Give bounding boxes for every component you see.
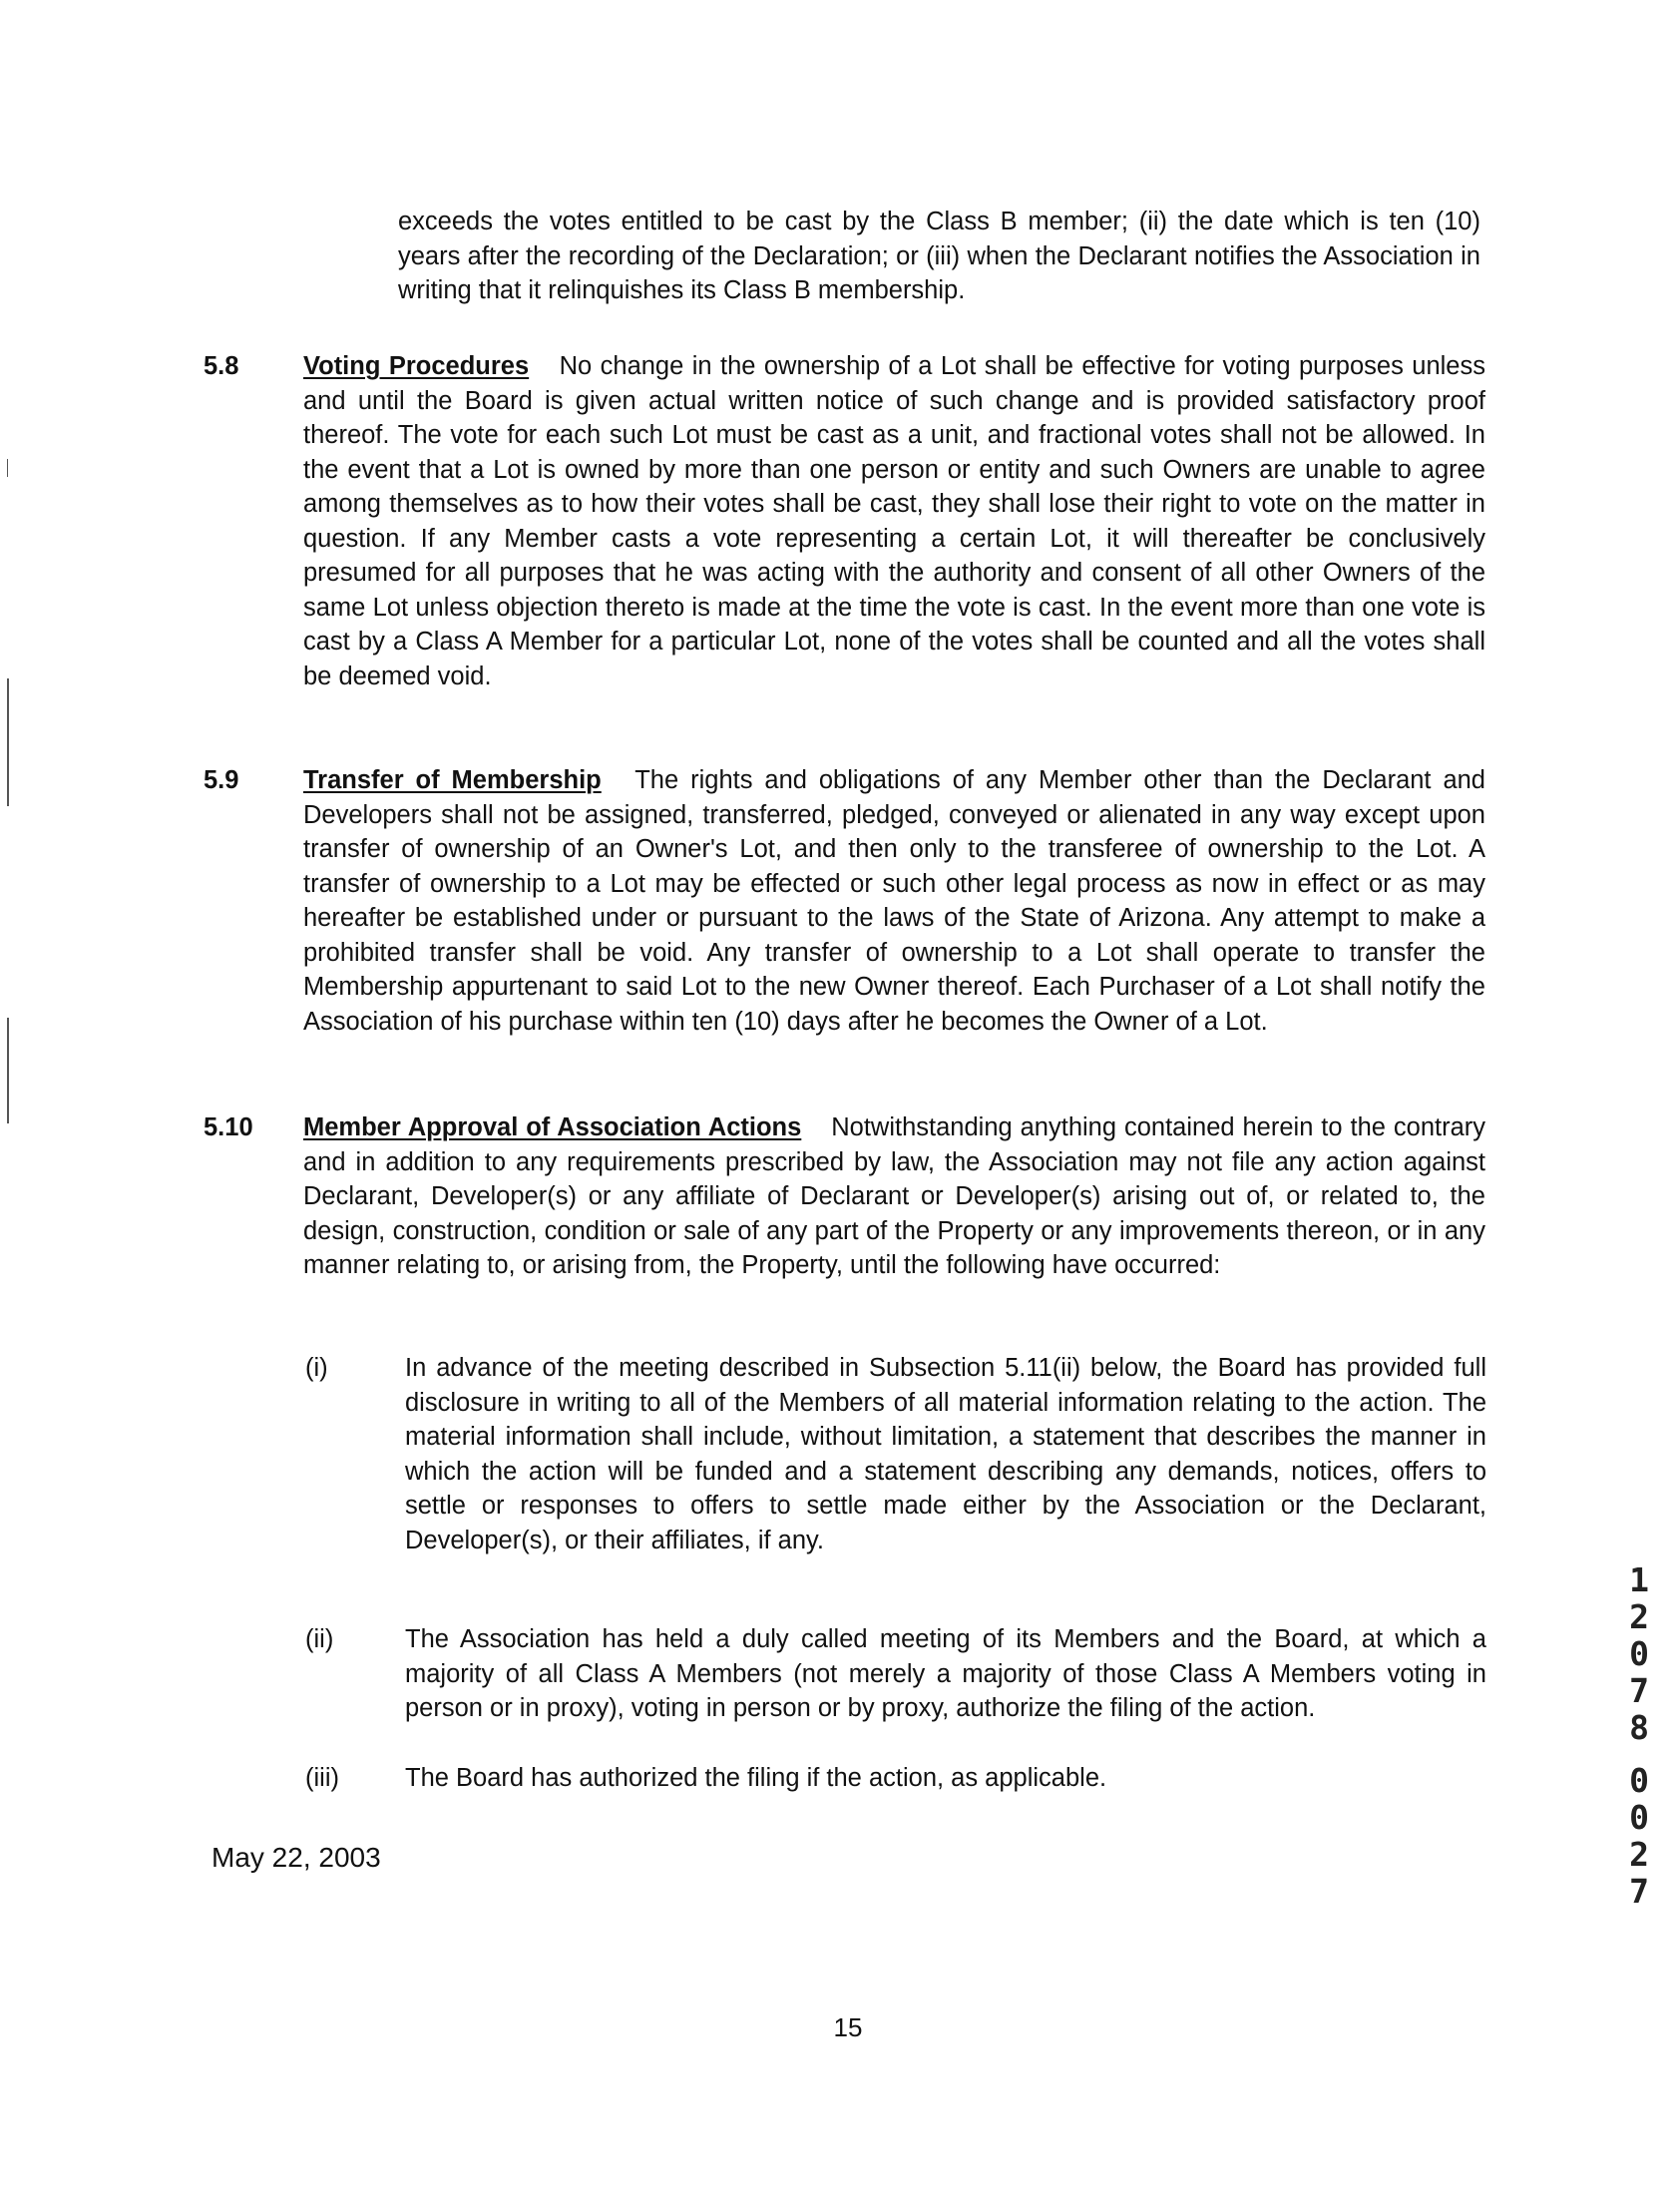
- stamp-digit: 2: [1629, 1597, 1649, 1636]
- section-text: No change in the ownership of a Lot shall be effective for voting purposes unless and until the Board is given actual written notice of such change and is provided satisfactory proof thereof. The vote for each such Lot must be cast as a unit, and fractional votes shall not be allowed. In the event that a Lot is owned by more than one person or entity and such Owners are unable to agree among themselves as to how their votes shall be cast, they shall lose their right to vote on the matter in question. If any Member casts a vote representing a certain Lot, it will thereafter be conclusively presumed for all purposes that he was acting with the authority and consent of all other Owners of the same Lot unless objection thereto is made at the time the vote is cast. In the event more than one vote is cast by a Class A Member for a particular Lot, none of the votes shall be counted and all the votes shall be deemed void.: [303, 352, 1485, 690]
- section-number: 5.9: [204, 766, 239, 794]
- section-number: 5.8: [204, 352, 239, 380]
- margin-mark: [7, 459, 8, 477]
- section-body: [303, 349, 1485, 693]
- margin-mark: [7, 678, 9, 806]
- section-number: 5.10: [204, 1113, 253, 1141]
- section-body: [303, 1110, 1485, 1283]
- subsection-label: (i): [305, 1354, 328, 1382]
- section-heading: Transfer of Membership: [303, 766, 602, 794]
- stamp-digit: 2: [1629, 1835, 1649, 1874]
- section-body: [303, 763, 1485, 1039]
- stamp-digit: 8: [1629, 1708, 1649, 1747]
- section-heading: Voting Procedures: [303, 352, 530, 380]
- stamp-digit: 0: [1629, 1634, 1649, 1673]
- stamp-digit: 0: [1629, 1761, 1649, 1800]
- stamp-digit: 7: [1629, 1872, 1649, 1911]
- subsection-text: In advance of the meeting described in Subsection 5.11(ii) below, the Board has provided full disclosure in writing to all of the Members of all material information relating to the action. The material information shall include, without limitation, a statement that describes the manner in which the action will be funded and a statement describing any demands, notices, offers to settle or responses to offers to settle made either by the Association or the Declarant, Developer(s), or their affiliates, if any.: [405, 1354, 1486, 1554]
- intro-paragraph: exceeds the votes entitled to be cast by the Class B member; (ii) the date which is ten (10) years after the recording of the Declaration; or (iii) when the Declarant notifies the Association in writing that it relinquishes its Class B membership.: [398, 208, 1480, 304]
- subsection-label: (iii): [305, 1764, 339, 1792]
- page-number: 15: [833, 2012, 863, 2042]
- subsection-label: (ii): [305, 1625, 334, 1653]
- stamp-gap: [1622, 1746, 1656, 1762]
- stamp-digit: 7: [1629, 1671, 1649, 1710]
- stamp-digit: 0: [1629, 1798, 1649, 1837]
- margin-mark: [7, 1018, 9, 1123]
- section-heading: Member Approval of Association Actions: [303, 1113, 802, 1141]
- document-date: May 22, 2003: [211, 1842, 381, 1873]
- section-text: Notwithstanding anything contained herein to the contrary and in addition to any requirements prescribed by law, the Association may not file any action against Declarant, Developer(s) or any affiliate of Declarant or Developer(s) arising out of, or related to, the design, construction, condition or sale of any part of the Property or any improvements thereon, or in any manner relating to, or arising from, the Property, until the following have occurred:: [303, 1113, 1485, 1279]
- subsection-text: The Board has authorized the filing if the action, as applicable.: [405, 1764, 1107, 1792]
- stamp-digit: 1: [1629, 1560, 1649, 1599]
- subsection-text: The Association has held a duly called meeting of its Members and the Board, at which a majority of all Class A Members (not merely a majority of those Class A Members voting in person or in proxy), voting in person or by proxy, authorize the filing of the action.: [405, 1625, 1486, 1722]
- recording-number-stamp: [1622, 1561, 1656, 1910]
- section-text: The rights and obligations of any Member other than the Declarant and Developers shall not be assigned, transferred, pledged, conveyed or alienated in any way except upon transfer of ownership of an Owner's Lot, and then only to the transferee of ownership to the Lot. A transfer of ownership to a Lot may be effected or such other legal process as now in effect or as may hereafter be established under or pursuant to the laws of the State of Arizona. Any attempt to make a prohibited transfer shall be void. Any transfer of ownership to a Lot shall operate to transfer the Membership appurtenant to said Lot to the new Owner thereof. Each Purchaser of a Lot shall notify the Association of his purchase within ten (10) days after he becomes the Owner of a Lot.: [303, 766, 1485, 1036]
